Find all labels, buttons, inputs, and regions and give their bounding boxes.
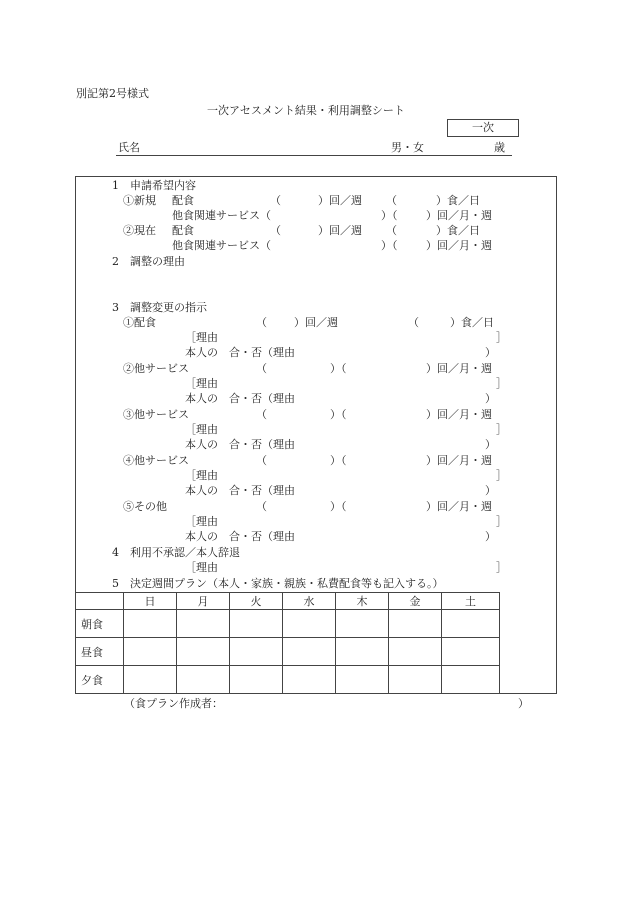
- plan-cell[interactable]: [389, 666, 442, 694]
- bracket-close: ］: [496, 561, 507, 574]
- section3-heading: 3 調整変更の指示: [112, 301, 207, 314]
- paren-sep: ）（: [330, 408, 347, 421]
- bracket-close: ］: [496, 469, 507, 482]
- plan-cell[interactable]: [336, 610, 389, 638]
- plan-cell[interactable]: [283, 638, 336, 666]
- plan-cell[interactable]: [230, 666, 283, 694]
- paren-sep: ）（: [330, 454, 347, 467]
- current-haishoku-label: 配食: [172, 224, 194, 237]
- paren-close: ）: [485, 484, 496, 497]
- instruction-item-label: ④他サービス: [123, 454, 189, 467]
- plan-cell[interactable]: [124, 610, 177, 638]
- day-header: 月: [177, 593, 230, 610]
- consent-label: 本人の 合・否（理由: [185, 530, 295, 543]
- paren-close: ）: [485, 530, 496, 543]
- meals-per-day-label: ）食／日: [436, 194, 480, 207]
- document-title: 一次アセスメント結果・利用調整シート: [207, 104, 405, 117]
- other-services-label: 他食関連サービス（: [172, 239, 271, 252]
- paren-open: （: [256, 454, 267, 467]
- instruction-item-label: ③他サービス: [123, 408, 189, 421]
- consent-label: 本人の 合・否（理由: [185, 438, 295, 451]
- paren-close: ）: [485, 438, 496, 451]
- meals-per-day-label: ）食／日: [450, 316, 494, 329]
- stamp-box: [447, 119, 519, 137]
- reason-label: ［理由: [185, 469, 218, 482]
- day-header: 火: [230, 593, 283, 610]
- table-row: [76, 638, 500, 666]
- planner-label: （食プラン作成者：: [124, 697, 223, 710]
- reason-label: ［理由: [185, 515, 218, 528]
- paren-sep: ）（: [330, 362, 347, 375]
- plan-cell[interactable]: [283, 610, 336, 638]
- name-label: 氏名: [118, 141, 140, 154]
- paren-close: ）: [485, 392, 496, 405]
- plan-cell[interactable]: [389, 638, 442, 666]
- paren-open: （: [386, 224, 397, 237]
- paren-open: （: [386, 194, 397, 207]
- paren-open: （: [256, 362, 267, 375]
- meal-label: 朝食: [76, 610, 124, 638]
- day-header: 水: [283, 593, 336, 610]
- per-week-label: ）回／週: [294, 316, 338, 329]
- per-month-week-label: ）回／月・週: [426, 408, 492, 421]
- plan-cell[interactable]: [283, 666, 336, 694]
- plan-cell[interactable]: [442, 638, 500, 666]
- consent-label: 本人の 合・否（理由: [185, 346, 295, 359]
- day-header: 土: [442, 593, 500, 610]
- day-header: 金: [389, 593, 442, 610]
- corner-cell: [76, 593, 124, 610]
- name-underline: [116, 155, 512, 156]
- per-month-week-label: ）回／月・週: [426, 209, 492, 222]
- meals-per-day-label: ）食／日: [436, 224, 480, 237]
- current-label: ②現在: [123, 224, 156, 237]
- per-month-week-label: ）回／月・週: [426, 362, 492, 375]
- paren-open: （: [256, 316, 267, 329]
- table-header-row: [76, 593, 500, 610]
- section5-heading: 5 決定週間プラン（本人・家族・親族・私費配食等も記入する。）: [112, 577, 444, 590]
- instruction-item-label: ①配食: [123, 316, 156, 329]
- form-number: 別記第2号様式: [76, 87, 149, 100]
- reason-label: ［理由: [185, 423, 218, 436]
- plan-cell[interactable]: [124, 638, 177, 666]
- new-label: ①新規: [123, 194, 156, 207]
- plan-cell[interactable]: [230, 610, 283, 638]
- plan-cell[interactable]: [230, 638, 283, 666]
- section2-heading: 2 調整の理由: [112, 255, 185, 268]
- paren-open: （: [408, 316, 419, 329]
- per-month-week-label: ）回／月・週: [426, 500, 492, 513]
- plan-cell[interactable]: [177, 610, 230, 638]
- section1-heading: 1 申請希望内容: [112, 179, 196, 192]
- meal-label: 昼食: [76, 638, 124, 666]
- plan-cell[interactable]: [389, 610, 442, 638]
- plan-cell[interactable]: [442, 610, 500, 638]
- stamp-label: 一次: [472, 121, 494, 134]
- reason-label: ［理由: [185, 331, 218, 344]
- plan-cell[interactable]: [336, 638, 389, 666]
- per-month-week-label: ）回／月・週: [426, 454, 492, 467]
- per-week-label: ）回／週: [318, 224, 362, 237]
- paren-open: （: [270, 224, 281, 237]
- table-row: [76, 666, 500, 694]
- other-services-label: 他食関連サービス（: [172, 209, 271, 222]
- age-label: 歳: [494, 141, 505, 154]
- consent-label: 本人の 合・否（理由: [185, 484, 295, 497]
- per-week-label: ）回／週: [318, 194, 362, 207]
- paren-open: （: [256, 408, 267, 421]
- instruction-item-label: ⑤その他: [123, 500, 167, 513]
- planner-paren-close: ）: [518, 697, 529, 710]
- plan-cell[interactable]: [177, 666, 230, 694]
- bracket-close: ］: [496, 515, 507, 528]
- plan-cell[interactable]: [177, 638, 230, 666]
- meal-label: 夕食: [76, 666, 124, 694]
- section4-heading: 4 利用不承認／本人辞退: [112, 546, 240, 559]
- sex-label: 男・女: [391, 141, 424, 154]
- paren-sep: ）（: [381, 239, 398, 252]
- bracket-close: ］: [496, 423, 507, 436]
- table-row: [76, 610, 500, 638]
- consent-label: 本人の 合・否（理由: [185, 392, 295, 405]
- bracket-close: ］: [496, 331, 507, 344]
- plan-cell[interactable]: [336, 666, 389, 694]
- plan-cell[interactable]: [124, 666, 177, 694]
- reason-label: ［理由: [185, 377, 218, 390]
- plan-cell[interactable]: [442, 666, 500, 694]
- paren-open: （: [256, 500, 267, 513]
- instruction-item-label: ②他サービス: [123, 362, 189, 375]
- per-month-week-label: ）回／月・週: [426, 239, 492, 252]
- reason-label: ［理由: [185, 561, 218, 574]
- new-haishoku-label: 配食: [172, 194, 194, 207]
- bracket-close: ］: [496, 377, 507, 390]
- paren-open: （: [270, 194, 281, 207]
- paren-close: ）: [485, 346, 496, 359]
- day-header: 日: [124, 593, 177, 610]
- weekly-plan-table: [75, 592, 500, 694]
- paren-sep: ）（: [330, 500, 347, 513]
- day-header: 木: [336, 593, 389, 610]
- paren-sep: ）（: [381, 209, 398, 222]
